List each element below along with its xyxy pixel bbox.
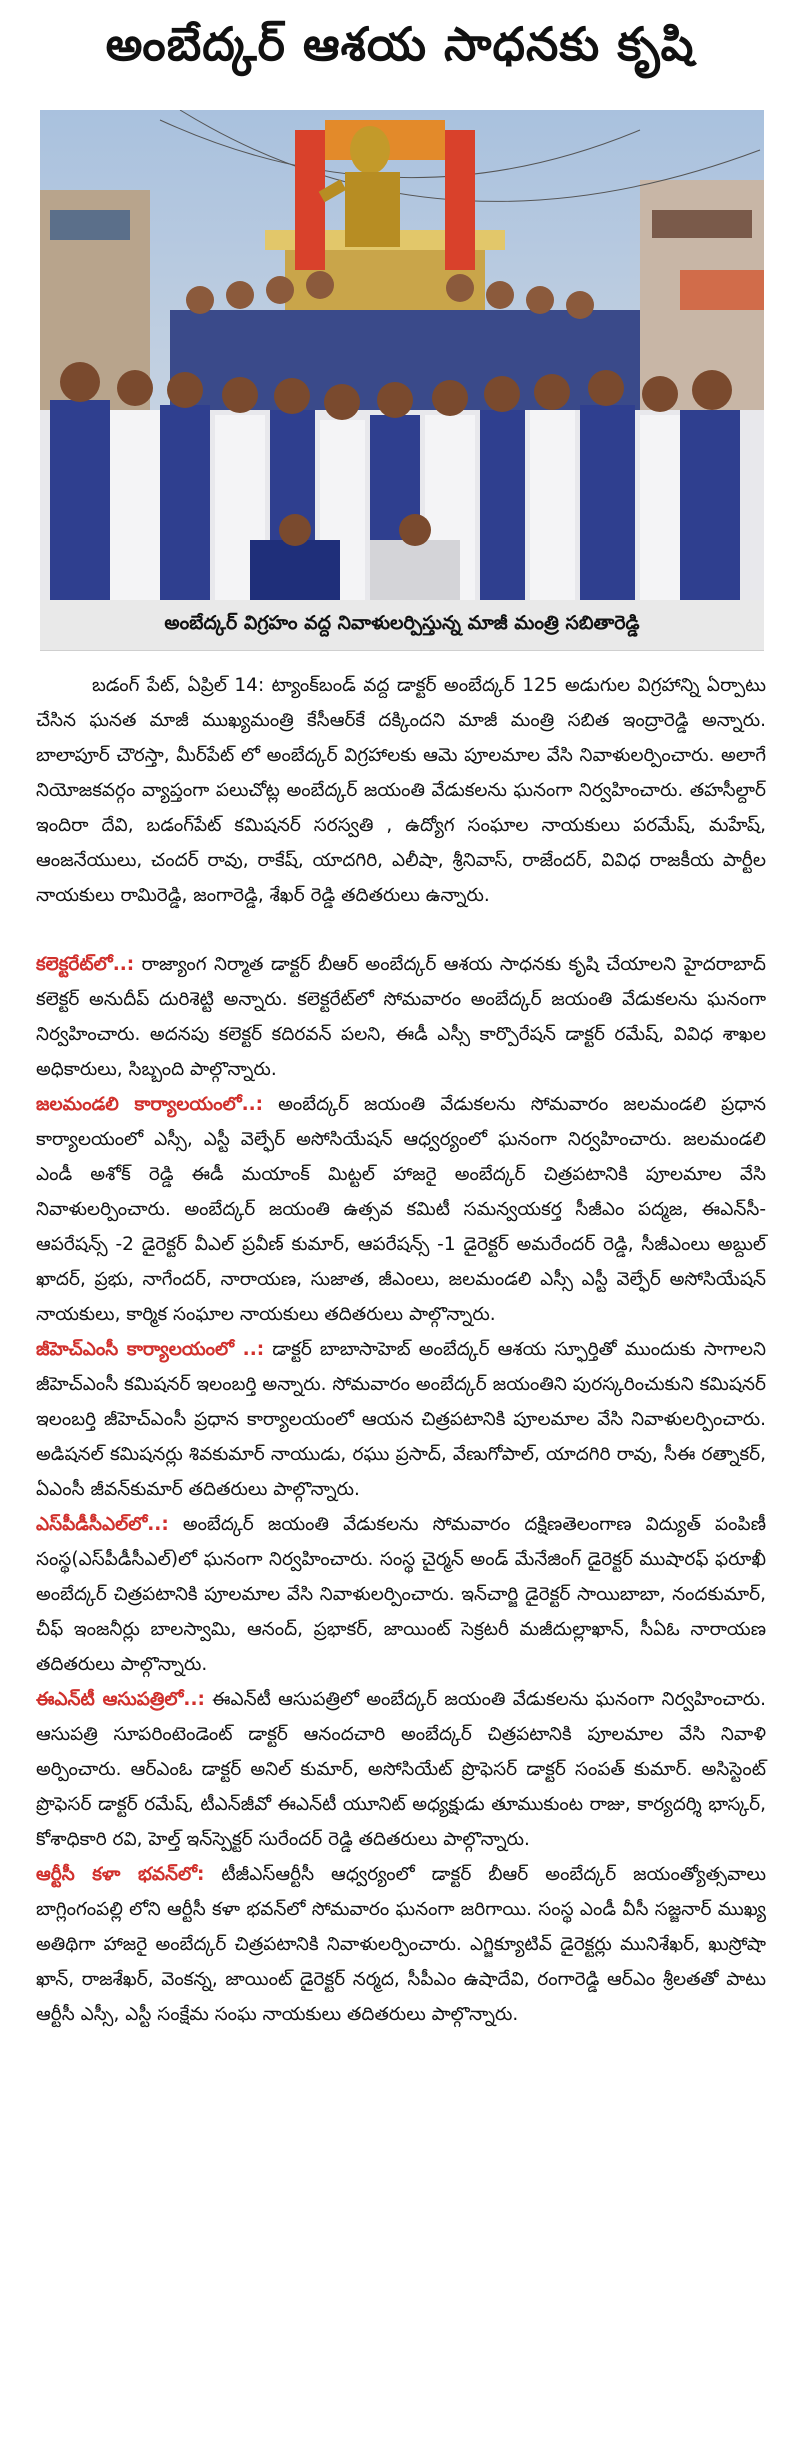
section-text: ఈఎన్‌టీ ఆసుపత్రిలో అంబేద్కర్ జయంతి వేడుకలను ఘనంగా నిర్వహించారు. ఆసుపత్రి సూపరింటెండెంట్ డాక్టర్ ఆనందచారి అంబేద్కర్ చిత్రపటానికి పూలమాల వేసి నివాళి అర్పించారు. ఆర్ఎంఓ డాక్టర్ అనిల్ కుమార్, అసోసియేట్ ప్రొఫెసర్ డాక్టర్ సంపత్ కుమార్. అసిస్టెంట్ ప్రొఫెసర్ డాక్టర్ రమేష్, టీఎన్‌జీవో ఈఎన్‌టీ యూనిట్ అధ్యక్షుడు తూముకుంట రాజు, కార్యదర్శి భాస్కర్, కోశాధికారి రవి, హెల్త్ ఇన్‌స్పెక్టర్ సురేందర్ రెడ్డి తదితరులు పాల్గొన్నారు. — [36, 1689, 766, 1850]
article-body — [36, 668, 766, 2032]
section-collectorate — [36, 947, 766, 1087]
intro-paragraph: బడంగ్ పేట్, ఏప్రిల్ 14: ట్యాంక్‌బండ్ వద్ద డాక్టర్ అంబేద్కర్ 125 అడుగుల విగ్రహాన్ని ఏర్పాటు చేసిన ఘనత మాజీ ముఖ్యమంత్రి కేసీఆర్‌కే దక్కిందని మాజీ మంత్రి సబిత ఇంద్రారెడ్డి అన్నారు. బాలాపూర్ చౌరస్తా, మీర్‌పేట్ లో అంబేద్కర్ విగ్రహాలకు ఆమె పూలమాల వేసి నివాళులర్పించారు. అలాగే నియోజకవర్గం వ్యాప్తంగా పలుచోట్ల అంబేద్కర్ జయంతి వేడుకలను ఘనంగా నిర్వహించారు. తహసీల్దార్ ఇందిరా దేవి, బడంగ్‌పేట్ కమిషనర్ సరస్వతి , ఉద్యోగ సంఘాల నాయకులు పరమేష్, మహేష్, ఆంజనేయులు, చందర్ రావు, రాకేష్, యాదగిరి, ఎలీషా, శ్రీనివాస్, రాజేందర్, వివిధ రాజకీయ పార్టీల నాయకులు రామిరెడ్డి, జంగారెడ్డి, శేఖర్ రెడ్డి తదితరులు ఉన్నారు. — [36, 675, 766, 906]
section-title: ఆర్టీసీ కళా భవన్‌లో: — [36, 1864, 205, 1885]
news-photo — [40, 110, 764, 600]
section-text: అంబేద్కర్ జయంతి వేడుకలను సోమవారం దక్షిణతెలంగాణ విద్యుత్ పంపిణీ సంస్థ(ఎస్‌పీడీసీఎల్)లో ఘనంగా నిర్వహించారు. సంస్థ చైర్మన్ అండ్ మేనేజింగ్ డైరెక్టర్ ముషారఫ్ ఫరూఖీ అంబేద్కర్ చిత్రపటానికి పూలమాల వేసి నివాళులర్పించారు. ఇన్‌చార్జి డైరెక్టర్ సాయిబాబా, నందకుమార్, చీఫ్ ఇంజనీర్లు బాలస్వామి, ఆనంద్, ప్రభాకర్, జాయింట్ సెక్రటరీ మజీదుల్లాఖాన్, సీఏఓ నారాయణ తదితరులు పాల్గొన్నారు. — [36, 1514, 766, 1675]
section-spdcl — [36, 1507, 766, 1682]
headline: అంబేద్కర్ ఆశయ సాధనకు కృషి — [105, 17, 695, 71]
section-text: డాక్టర్ బాబాసాహెబ్ అంబేద్కర్ ఆశయ స్ఫూర్తితో ముందుకు సాగాలని జీహెచ్ఎంసీ కమిషనర్ ఇలంబర్తి అన్నారు. సోమవారం అంబేద్కర్ జయంతిని పురస్కరించుకుని కమిషనర్ ఇలంబర్తి జీహెచ్ఎంసీ ప్రధాన కార్యాలయంలో ఆయన చిత్రపటానికి పూలమాల వేసి నివాళులర్పించారు. అడిషనల్ కమిషనర్లు శివకుమార్ నాయుడు, రఘు ప్రసాద్, వేణుగోపాల్, యాదగిరి రావు, సీఈ రత్నాకర్, ఏఎంసీ జీవన్‌కుమార్ తదితరులు పాల్గొన్నారు. — [36, 1339, 766, 1500]
section-title: కలెక్టరేట్‌లో..: — [36, 954, 135, 975]
photo-caption: అంబేద్కర్ విగ్రహం వద్ద నివాళులర్పిస్తున్న మాజీ మంత్రి సబితారెడ్డి — [40, 600, 764, 651]
section-jalamandali — [36, 1087, 766, 1332]
section-title: ఈఎన్‌టీ ఆసుపత్రిలో..: — [36, 1689, 205, 1710]
section-title: ఎస్‌పీడీసీఎల్‌లో..: — [36, 1514, 169, 1535]
section-text: అంబేద్కర్ జయంతి వేడుకలను సోమవారం జలమండలి ప్రధాన కార్యాలయంలో ఎస్సీ, ఎస్టీ వెల్ఫేర్ అసోసియేషన్ ఆధ్వర్యంలో ఘనంగా నిర్వహించారు. జలమండలి ఎండీ అశోక్ రెడ్డి ఈడీ మయాంక్ మిట్టల్ హాజరై అంబేద్కర్ చిత్రపటానికి పూలమాల వేసి నివాళులర్పించారు. అంబేద్కర్ జయంతి ఉత్సవ కమిటీ సమన్వయకర్త సీజీఎం పద్మజ, ఈఎన్‌సీ- ఆపరేషన్స్ -2 డైరెక్టర్ వీఎల్ ప్రవీణ్ కుమార్, ఆపరేషన్స్ -1 డైరెక్టర్ అమరేందర్ రెడ్డి, సీజీఎంలు అబ్దుల్ ఖాదర్, ప్రభు, నాగేందర్, నారాయణ, సుజాత, జీఎంలు, జలమండలి ఎస్సీ ఎస్టీ వెల్ఫేర్ అసోసియేషన్ నాయకులు, కార్మిక సంఘాల నాయకులు తదితరులు పాల్గొన్నారు. — [36, 1094, 766, 1325]
statue-gathering-photo — [40, 110, 764, 600]
section-title: జలమండలి కార్యాలయంలో..: — [36, 1094, 264, 1115]
section-text: టీజీఎస్ఆర్టీసీ ఆధ్వర్యంలో డాక్టర్ బీఆర్ అంబేద్కర్ జయంత్యోత్సవాలు బాగ్లింగంపల్లి లోని ఆర్టీసీ కళా భవన్‌లో సోమవారం ఘనంగా జరిగాయి. సంస్థ ఎండీ వీసీ సజ్జనార్ ముఖ్య అతిథిగా హాజరై అంబేద్కర్ చిత్రపటానికి నివాళులర్పించారు. ఎగ్జిక్యూటివ్ డైరెక్టర్లు మునిశేఖర్, ఖుస్రోషా ఖాన్, రాజశేఖర్, వెంకన్న, జాయింట్ డైరెక్టర్ నర్మద, సీపీఎం ఉషాదేవి, రంగారెడ్డి ఆర్ఎం శ్రీలతతో పాటు ఆర్టీసీ ఎస్సీ, ఎస్టీ సంక్షేమ సంఘ నాయకులు తదితరులు పాల్గొన్నారు. — [36, 1864, 766, 2025]
section-ent-hospital — [36, 1682, 766, 1857]
section-text: రాజ్యాంగ నిర్మాత డాక్టర్ బీఆర్ అంబేద్కర్ ఆశయ సాధనకు కృషి చేయాలని హైదరాబాద్ కలెక్టర్ అనుదీప్ దురిశెట్టి అన్నారు. కలెక్టరేట్‌లో సోమవారం అంబేద్కర్ జయంతి వేడుకలను ఘనంగా నిర్వహించారు. అదనపు కలెక్టర్ కదిరవన్ పలని, ఈడీ ఎస్సీ కార్పొరేషన్ డాక్టర్ రమేష్, వివిధ శాఖల అధికారులు, సిబ్బంది పాల్గొన్నారు. — [36, 954, 766, 1080]
section-ghmc — [36, 1332, 766, 1507]
section-title: జీహెచ్ఎంసీ కార్యాలయంలో ..: — [36, 1339, 265, 1360]
section-rtc-kala-bhavan — [36, 1857, 766, 2032]
